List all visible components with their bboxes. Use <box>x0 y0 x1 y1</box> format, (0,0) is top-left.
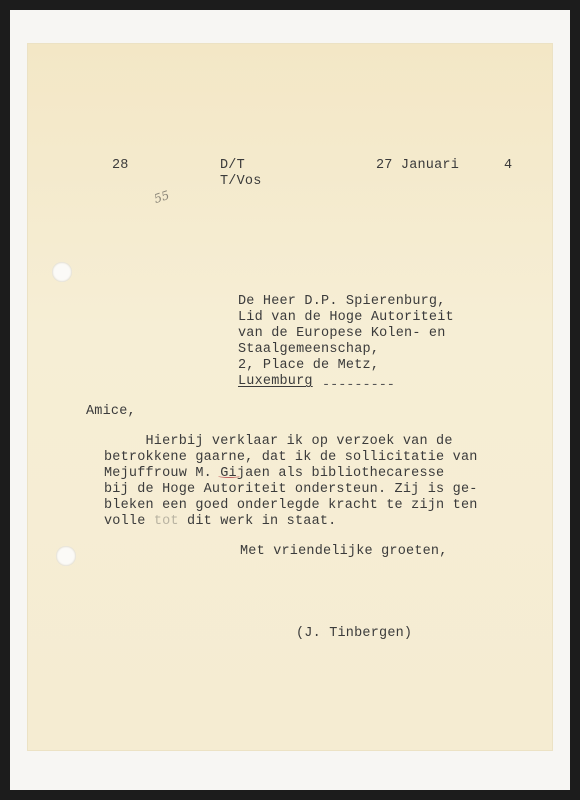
body-line-4: bij de Hoge Autoriteit ondersteun. Zij is ge- <box>104 482 478 497</box>
recipient-line-3: van de Europese Kolen- en <box>238 326 446 341</box>
letter-sheet <box>28 44 552 750</box>
reference-secretary: T/Vos <box>220 174 262 189</box>
pencil-annotation: 55 <box>152 187 172 207</box>
reference-initials: D/T <box>220 158 245 173</box>
body-line-1: Hierbij verklaar ik op verzoek van de <box>104 434 453 449</box>
signature: (J. Tinbergen) <box>296 626 413 641</box>
recipient-line-4: Staalgemeenschap, <box>238 342 380 357</box>
red-correction-mark <box>218 474 240 478</box>
punch-hole-top <box>52 262 72 282</box>
year-digit: 4 <box>504 158 513 173</box>
body-line-6-end: dit werk in staat. <box>187 514 337 529</box>
recipient-line-1: De Heer D.P. Spierenburg, <box>238 294 446 309</box>
document-number: 28 <box>112 158 129 173</box>
salutation: Amice, <box>86 404 136 419</box>
faint-word: tot <box>153 514 179 529</box>
closing: Met vriendelijke groeten, <box>240 544 448 559</box>
recipient-line-2: Lid van de Hoge Autoriteit <box>238 310 454 325</box>
city-underline-dashes: --------- <box>322 378 395 393</box>
body-line-6-start: volle <box>104 514 146 529</box>
body-line-6 <box>104 514 336 530</box>
punch-hole-bottom <box>56 546 76 566</box>
body-line-5: bleken een goed onderlegde kracht te zijn ten <box>104 498 478 513</box>
letter-date: 27 Januari <box>376 158 460 173</box>
recipient-line-5: 2, Place de Metz, <box>238 358 380 373</box>
recipient-city: Luxemburg <box>238 374 313 389</box>
body-line-3: Mejuffrouw M. Gijaen als bibliothecaresse <box>104 466 445 481</box>
body-line-2: betrokkene gaarne, dat ik de sollicitatie van <box>104 450 478 465</box>
